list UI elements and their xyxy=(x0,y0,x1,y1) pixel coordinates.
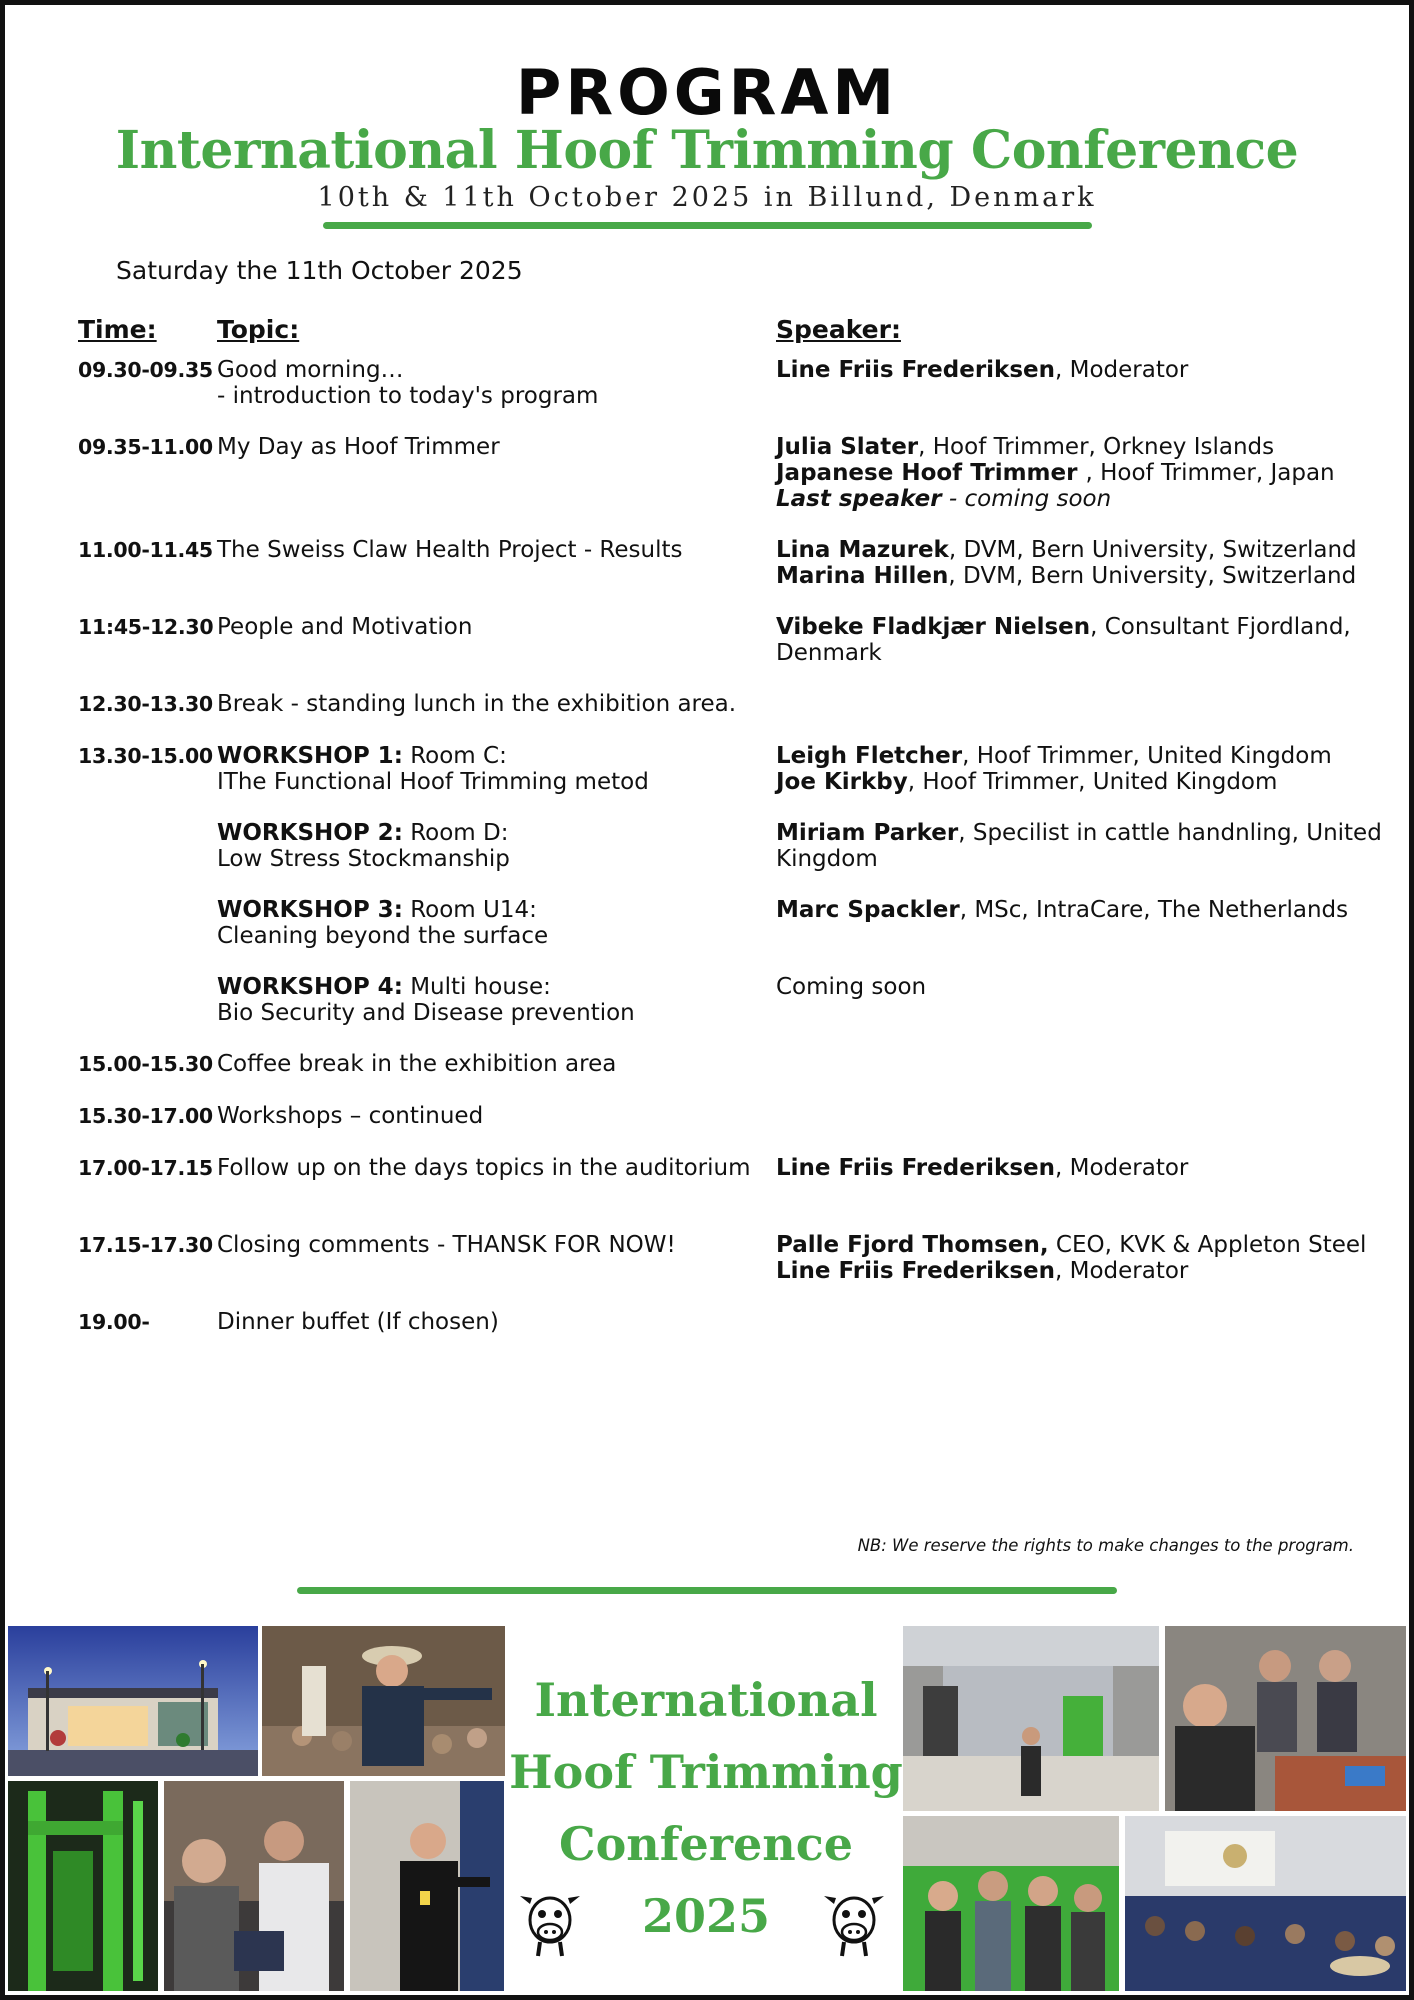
session-time: 11.00-11.45 xyxy=(78,538,213,562)
topic-line xyxy=(217,357,757,383)
session-speakers xyxy=(776,1155,1376,1181)
session-topic xyxy=(217,691,757,717)
cow-mascot-icon xyxy=(518,1886,582,1958)
session-time: 09.35-11.00 xyxy=(78,435,213,459)
speaker-name: Julia Slater xyxy=(776,434,919,460)
session-topic xyxy=(217,614,757,640)
speaker-text: Coming soon xyxy=(776,974,927,1000)
session-time: 12.30-13.30 xyxy=(78,692,213,716)
workshop-participants-photo xyxy=(164,1781,344,1991)
speaker-name: Palle Fjord Thomsen, xyxy=(776,1232,1049,1258)
topic-text: My Day as Hoof Trimmer xyxy=(217,434,500,460)
topic-line xyxy=(217,846,757,872)
banner-line-4: 2025 xyxy=(641,1889,771,1943)
speaker-text: , Moderator xyxy=(1055,357,1189,383)
session-topic xyxy=(217,1051,757,1077)
speaker-line xyxy=(776,769,1376,795)
topic-text: - introduction to today's program xyxy=(217,383,599,409)
speaker-line xyxy=(776,974,1376,1000)
speaker-name: Marc Spackler xyxy=(776,897,960,923)
topic-text: Closing comments - THANSK FOR NOW! xyxy=(217,1232,676,1258)
header-divider xyxy=(323,222,1092,229)
session-topic xyxy=(217,820,757,872)
topic-line xyxy=(217,614,757,640)
speaker-line xyxy=(776,357,1376,383)
session-topic xyxy=(217,1232,757,1258)
topic-text: Coffee break in the exhibition area xyxy=(217,1051,617,1077)
topic-line xyxy=(217,897,757,923)
topic-text: IThe Functional Hoof Trimming metod xyxy=(217,769,649,795)
speaker-text: Denmark xyxy=(776,640,882,666)
column-header-topic: Topic: xyxy=(217,315,300,344)
session-time: 17.00-17.15 xyxy=(78,1156,213,1180)
topic-text: The Sweiss Claw Health Project - Results xyxy=(217,537,683,563)
topic-line xyxy=(217,434,757,460)
topic-text: Multi house: xyxy=(402,974,551,1000)
topic-text: Cleaning beyond the surface xyxy=(217,923,549,949)
speaker-text: , MSc, IntraCare, The Netherlands xyxy=(959,897,1349,923)
speaker-name: Vibeke Fladkjær Nielsen xyxy=(776,614,1091,640)
session-speakers xyxy=(776,743,1376,795)
session-topic xyxy=(217,743,757,795)
column-header-speaker: Speaker: xyxy=(776,315,901,344)
session-speakers xyxy=(776,1232,1376,1284)
speaker-text: , Moderator xyxy=(1055,1258,1189,1284)
speaker-line xyxy=(776,537,1376,563)
topic-line xyxy=(217,769,757,795)
speaker-line xyxy=(776,820,1382,846)
session-time: 17.15-17.30 xyxy=(78,1233,213,1257)
speaker-line xyxy=(776,614,1376,640)
topic-name: WORKSHOP 1: xyxy=(217,743,403,769)
topic-text: Break - standing lunch in the exhibition area. xyxy=(217,691,737,717)
hoof-trimming-demo-photo xyxy=(1165,1626,1406,1811)
topic-text: People and Motivation xyxy=(217,614,473,640)
auditorium-audience-photo xyxy=(1125,1816,1406,1991)
session-speakers xyxy=(776,897,1376,923)
topic-line xyxy=(217,974,757,1000)
session-time: 19.00- xyxy=(78,1310,150,1334)
speaker-line xyxy=(776,1155,1376,1181)
topic-line xyxy=(217,1309,757,1335)
conference-dates: 10th & 11th October 2025 in Billund, Denmark xyxy=(317,182,1097,213)
speaker-line xyxy=(776,563,1376,589)
speaker-line xyxy=(776,897,1376,923)
happy-group-photo xyxy=(903,1816,1119,1991)
speaker-line xyxy=(776,434,1376,460)
speaker-text: - coming soon xyxy=(941,486,1112,512)
speaker-text: , Moderator xyxy=(1055,1155,1189,1181)
topic-line xyxy=(217,1051,757,1077)
cow-mascot-icon xyxy=(822,1886,886,1958)
session-topic xyxy=(217,357,757,409)
session-topic xyxy=(217,1309,757,1335)
session-time: 09.30-09.35 xyxy=(78,358,213,382)
venue-building-photo xyxy=(8,1626,258,1776)
topic-line xyxy=(217,923,757,949)
topic-text: Room U14: xyxy=(402,897,537,923)
session-speakers xyxy=(776,434,1376,512)
session-speakers xyxy=(776,537,1376,589)
speaker-text: , Hoof Trimmer, United Kingdom xyxy=(907,769,1278,795)
speaker-text: , Specilist in cattle handnling, United xyxy=(958,820,1382,846)
topic-line xyxy=(217,1155,757,1181)
speaker-line xyxy=(776,1258,1376,1284)
speaker-name: Marina Hillen xyxy=(776,563,949,589)
topic-line xyxy=(217,537,757,563)
session-speakers xyxy=(776,614,1376,666)
topic-line xyxy=(217,1000,757,1026)
speaker-text: , Hoof Trimmer, Orkney Islands xyxy=(918,434,1275,460)
topic-line xyxy=(217,743,757,769)
speaker-text: , Hoof Trimmer, United Kingdom xyxy=(962,743,1332,769)
speaker-line xyxy=(776,486,1376,512)
speaker-name: Lina Mazurek xyxy=(776,537,949,563)
session-time: 13.30-15.00 xyxy=(78,744,213,768)
topic-line xyxy=(217,691,757,717)
topic-text: Dinner buffet (If chosen) xyxy=(217,1309,499,1335)
speaker-line xyxy=(776,743,1376,769)
topic-text: Follow up on the days topics in the auditorium xyxy=(217,1155,751,1181)
topic-name: WORKSHOP 3: xyxy=(217,897,403,923)
banner-line-2: Hoof Trimming xyxy=(509,1745,903,1799)
session-speakers xyxy=(776,974,1376,1000)
session-topic xyxy=(217,897,757,949)
session-time: 11:45-12.30 xyxy=(78,615,214,639)
topic-line xyxy=(217,383,757,409)
session-topic xyxy=(217,434,757,460)
speaker-name: Line Friis Frederiksen xyxy=(776,1155,1055,1181)
topic-text: Workshops – continued xyxy=(217,1103,484,1129)
topic-text: Room D: xyxy=(402,820,509,846)
conference-name: International Hoof Trimming Conference xyxy=(115,120,1299,181)
speaker-name: Miriam Parker xyxy=(776,820,959,846)
speaker-text: , Hoof Trimmer, Japan xyxy=(1085,460,1335,486)
topic-text: Low Stress Stockmanship xyxy=(217,846,510,872)
footer-divider xyxy=(297,1587,1117,1594)
speaker-name: Japanese Hoof Trimmer xyxy=(776,460,1086,486)
topic-name: WORKSHOP 2: xyxy=(217,820,403,846)
session-topic xyxy=(217,537,757,563)
topic-text: Bio Security and Disease prevention xyxy=(217,1000,635,1026)
speaker-text: , DVM, Bern University, Switzerland xyxy=(948,563,1357,589)
page-title: PROGRAM xyxy=(515,56,899,129)
speaker-text: CEO, KVK & Appleton Steel xyxy=(1048,1232,1367,1258)
session-speakers xyxy=(776,820,1382,872)
session-topic xyxy=(217,974,757,1026)
exhibition-entrance-photo xyxy=(903,1626,1159,1811)
topic-line xyxy=(217,1103,757,1129)
column-header-time: Time: xyxy=(78,315,157,344)
topic-line xyxy=(217,1232,757,1258)
banner-line-3: Conference xyxy=(558,1817,853,1871)
topic-text: Room C: xyxy=(402,743,507,769)
day-heading: Saturday the 11th October 2025 xyxy=(116,256,523,285)
session-time: 15.00-15.30 xyxy=(78,1052,213,1076)
topic-name: WORKSHOP 4: xyxy=(217,974,403,1000)
session-time: 15.30-17.00 xyxy=(78,1104,213,1128)
speaker-name: Joe Kirkby xyxy=(776,769,908,795)
speaker-text: , Consultant Fjordland, xyxy=(1090,614,1351,640)
session-topic xyxy=(217,1103,757,1129)
banner-line-1: International xyxy=(534,1673,878,1727)
topic-line xyxy=(217,820,757,846)
speaker-name: Line Friis Frederiksen xyxy=(776,1258,1055,1284)
green-trimming-chute-photo xyxy=(8,1781,158,1991)
speaker-with-microphone-photo xyxy=(262,1626,505,1776)
speaker-line xyxy=(776,1232,1376,1258)
speaker-line xyxy=(776,640,1376,666)
speaker-line xyxy=(776,460,1376,486)
speaker-name: Line Friis Frederiksen xyxy=(776,357,1055,383)
session-topic xyxy=(217,1155,757,1181)
topic-text: Good morning… xyxy=(217,357,404,383)
presenter-on-stage-photo xyxy=(350,1781,504,1991)
speaker-name: Last speaker xyxy=(776,486,942,512)
session-speakers xyxy=(776,357,1376,383)
speaker-name: Leigh Fletcher xyxy=(776,743,963,769)
speaker-text: Kingdom xyxy=(776,846,878,872)
speaker-line xyxy=(776,846,1376,872)
speaker-text: , DVM, Bern University, Switzerland xyxy=(948,537,1357,563)
disclaimer-note: NB: We reserve the rights to make changes to the program. xyxy=(857,1536,1354,1555)
